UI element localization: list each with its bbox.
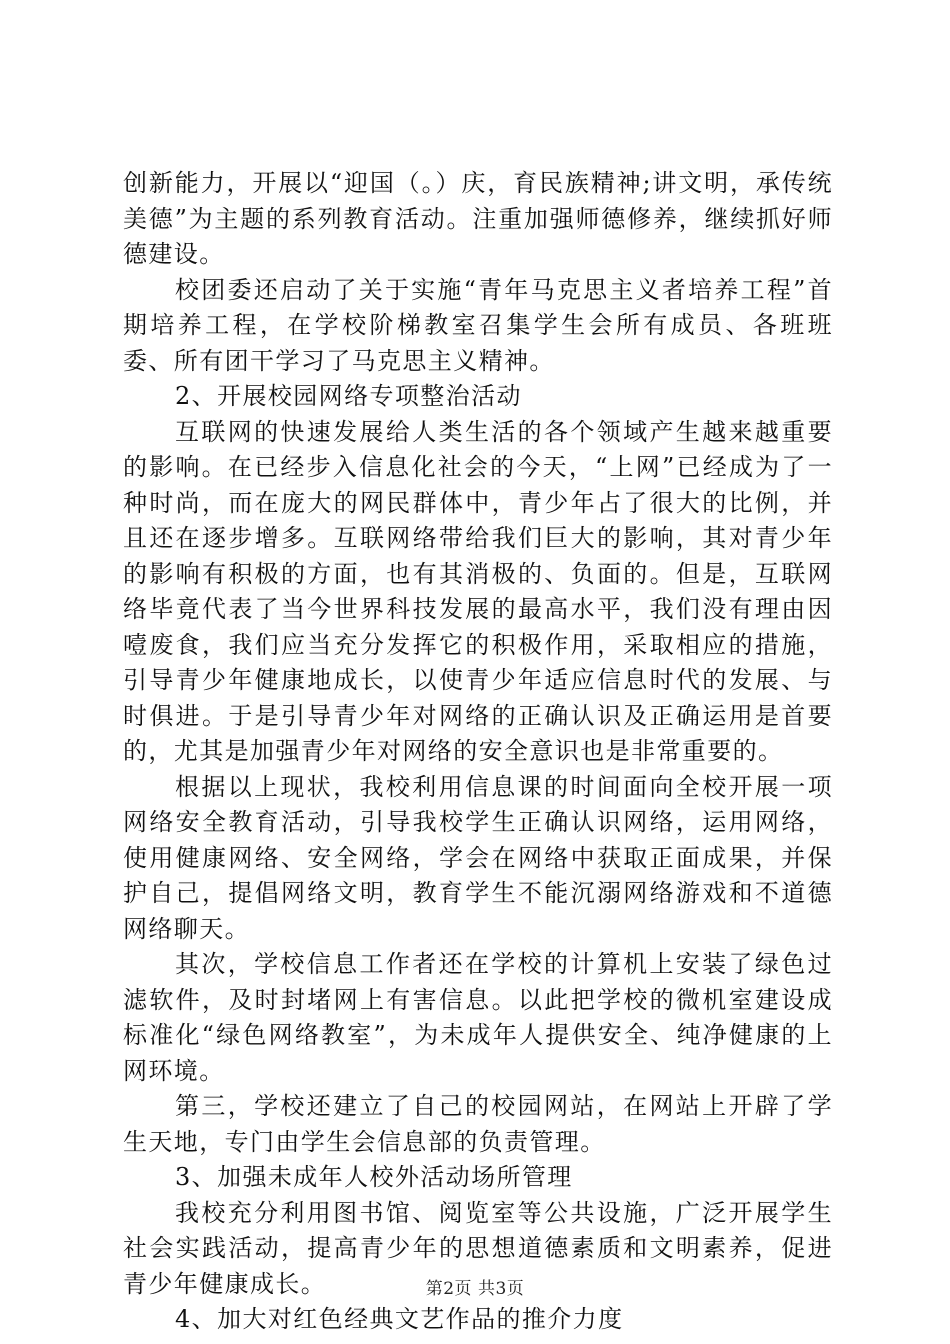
paragraph-campus-website: 第三，学校还建立了自己的校园网站，在网站上开辟了学生天地，专门由学生会信息部的负责管理。	[123, 1092, 833, 1156]
paragraph-filter-software: 其次，学校信息工作者还在学校的计算机上安装了绿色过滤软件，及时封堵网上有害信息。以此把学校的微机室建设成标准化“绿色网络教室”，为未成年人提供安全、纯净健康的上网环境。	[123, 950, 833, 1085]
paragraph-internet-impact: 互联网的快速发展给人类生活的各个领域产生越来越重要的影响。在已经步入信息化社会的今天，“上网”已经成为了一种时尚，而在庞大的网民群体中，青少年占了很大的比例，并且还在逐步增多。互联网络带给我们巨大的影响，其对青少年的影响有积极的方面，也有其消极的、负面的。但是，互联网络毕竟代表了当今世界科技发展的最高水平，我们没有理由因噎废食，我们应当充分发挥它的积极作用，采取相应的措施，引导青少年健康地成长，以使青少年适应信息时代的发展、与时俱进。于是引导青少年对网络的正确认识及正确运用是首要的，尤其是加强青少年对网络的安全意识也是非常重要的。	[123, 417, 833, 765]
paragraph-continuation: 创新能力，开展以“迎国（。）庆，育民族精神;讲文明，承传统美德”为主题的系列教育活动。注重加强师德修养，继续抓好师德建设。	[123, 169, 833, 268]
paragraph-public-facilities: 我校充分利用图书馆、阅览室等公共设施，广泛开展学生社会实践活动，提高青少年的思想道德素质和文明素养，促进青少年健康成长。	[123, 1198, 833, 1298]
section-heading-4: 4、加大对红色经典文艺作品的推介力度	[175, 1305, 624, 1333]
paragraph-safety-education: 根据以上现状，我校利用信息课的时间面向全校开展一项网络安全教育活动，引导我校学生正确认识网络，运用网络，使用健康网络、安全网络，学会在网络中获取正面成果，并保护自己，提倡网络文明，教育学生不能沉溺网络游戏和不道德网络聊天。	[123, 772, 833, 943]
paragraph-youth-league: 校团委还启动了关于实施“青年马克思主义者培养工程”首期培养工程，在学校阶梯教室召集学生会所有成员、各班班委、所有团干学习了马克思主义精神。	[123, 275, 833, 375]
document-body	[123, 166, 833, 1338]
page-footer: 第2页 共3页	[425, 1279, 525, 1299]
section-heading-3: 3、加强未成年人校外活动场所管理	[175, 1163, 573, 1191]
section-heading-2: 2、开展校园网络专项整治活动	[175, 382, 522, 410]
